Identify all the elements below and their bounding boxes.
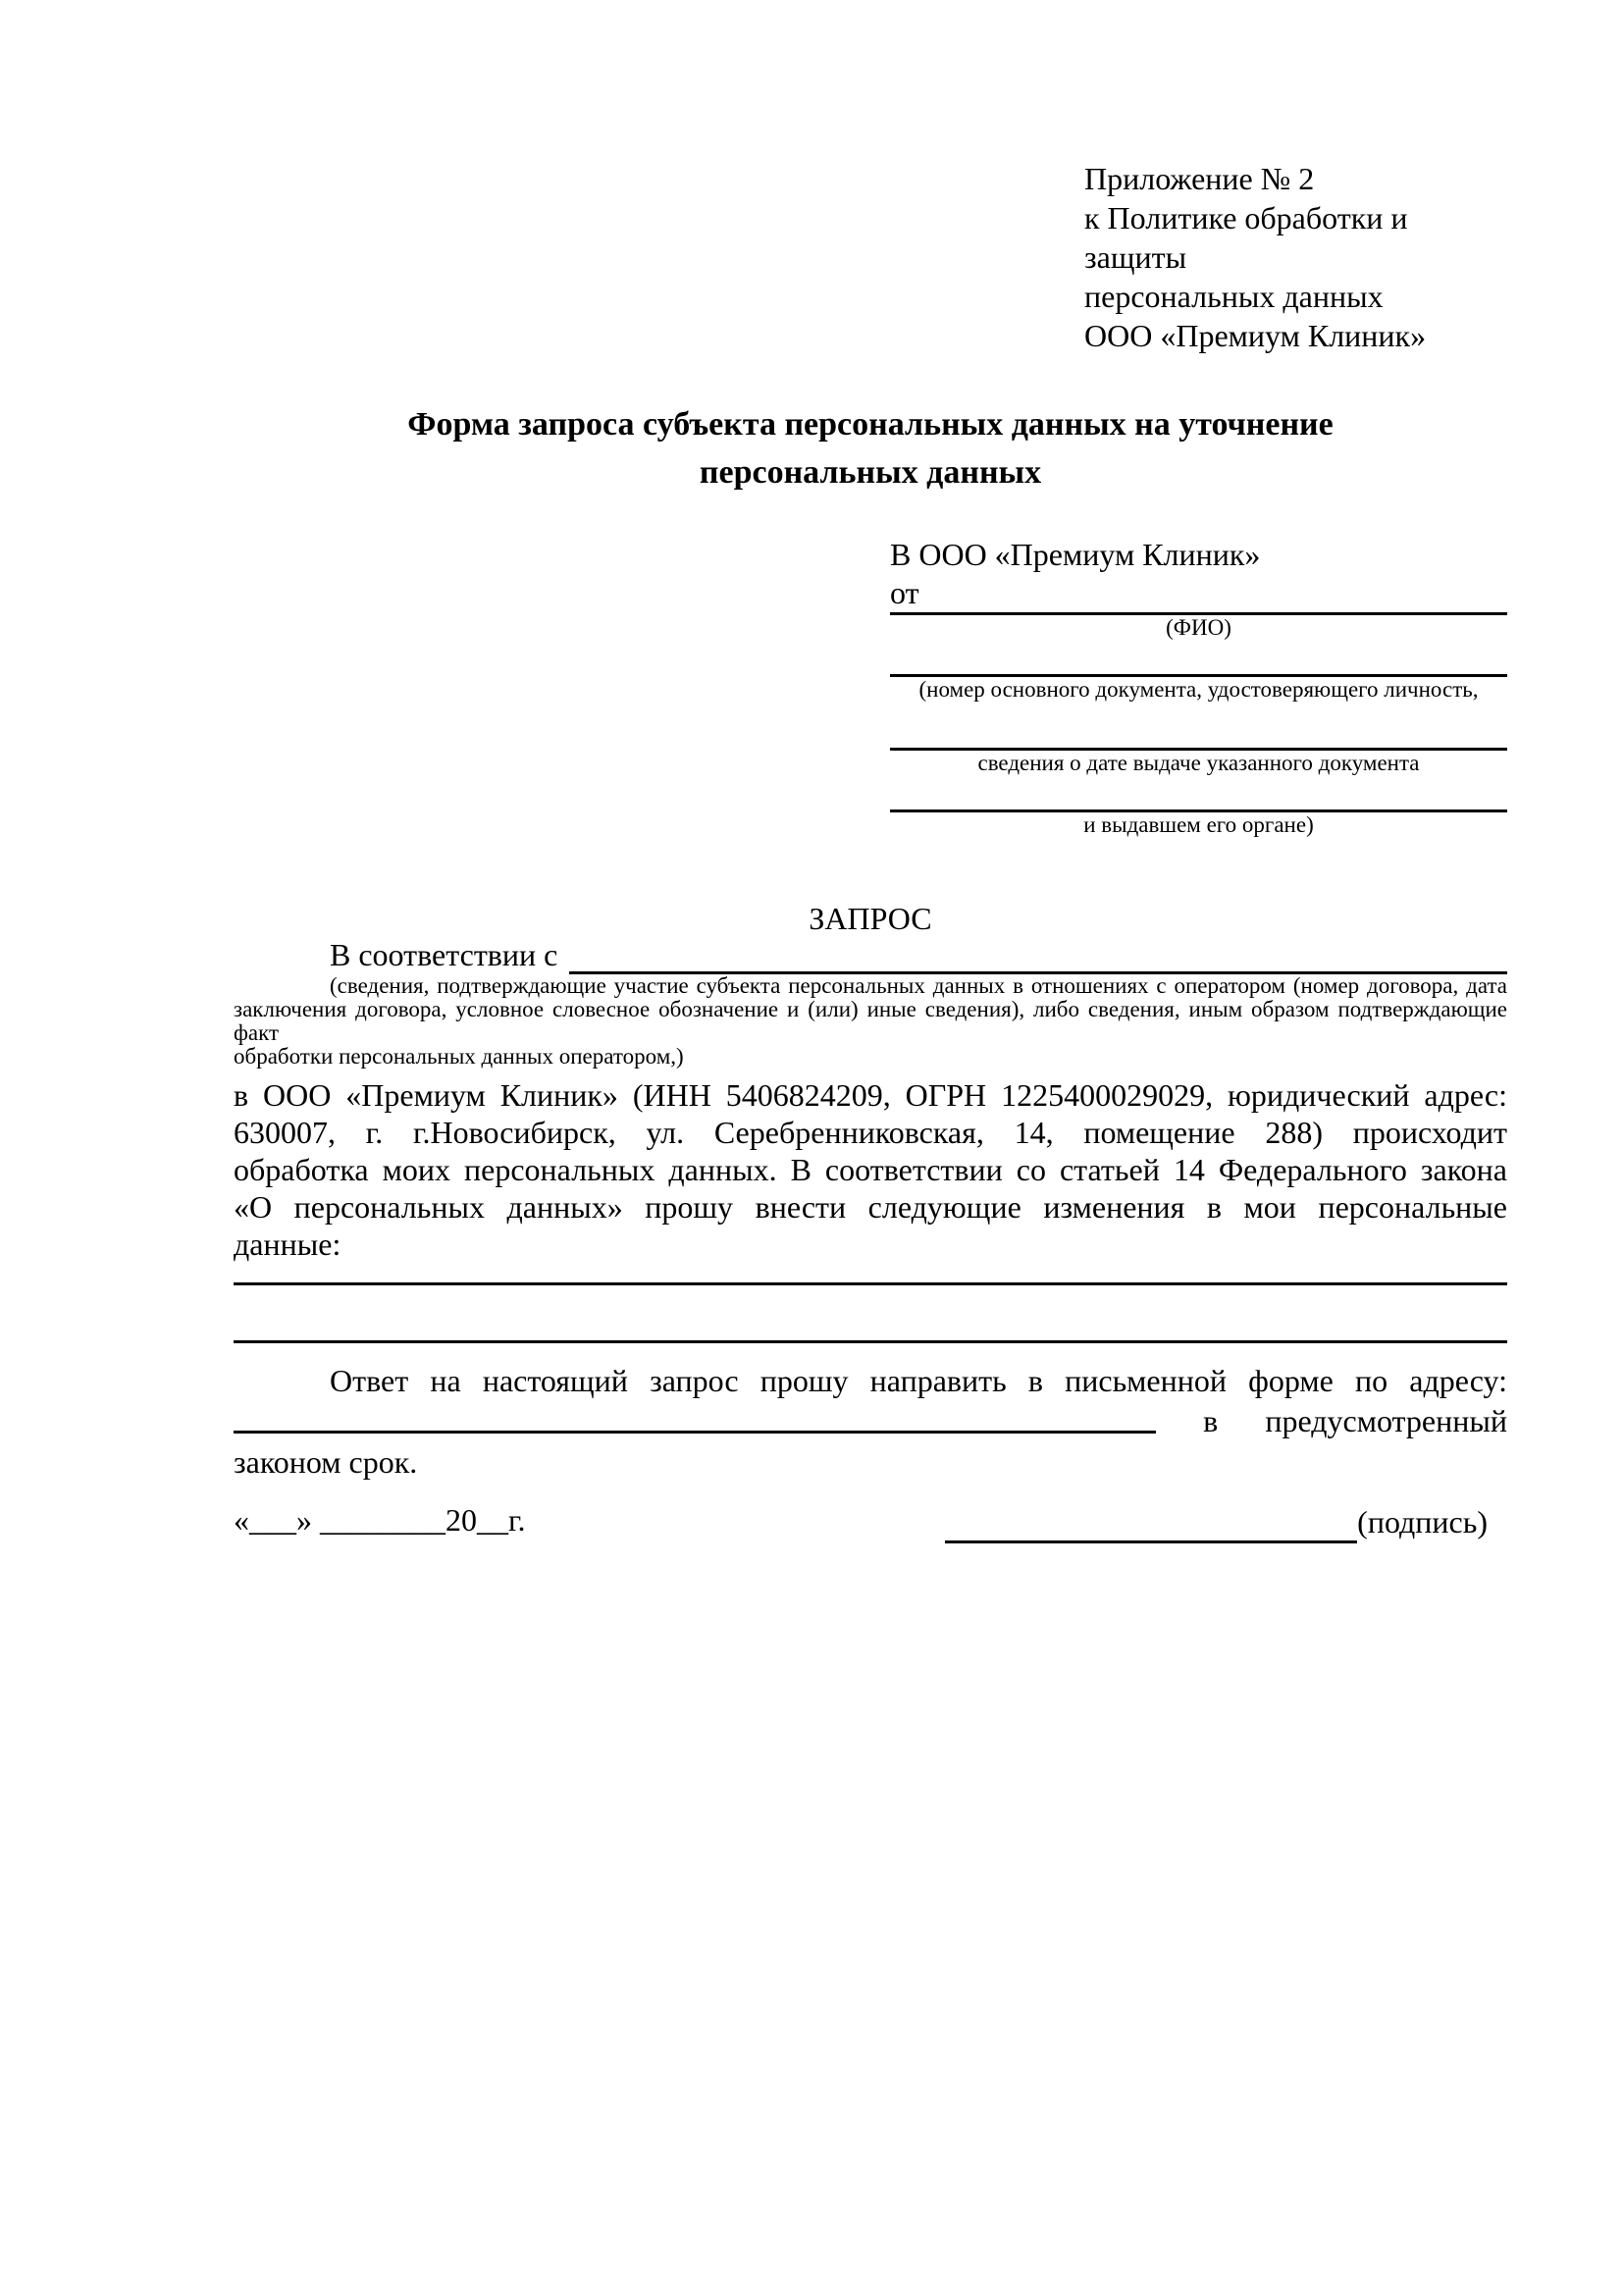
document-number-label: (номер основного документа, удостоверяющего личность,	[918, 677, 1479, 702]
reply-address-line	[234, 1400, 1507, 1441]
accordance-caption	[234, 974, 1507, 1069]
document-content	[234, 0, 1507, 1543]
reply-request-line: Ответ на настоящий запрос прошу направить в письменной форме по адресу:	[330, 1363, 1507, 1398]
accordance-intro: В соответствии с	[330, 937, 558, 972]
body-line: в ООО «Премиум Клиник» (ИНН 5406824209, ОГРН 1225400029029, юридический адрес:	[234, 1077, 1507, 1113]
reply-term-line: законом срок.	[234, 1444, 418, 1480]
document-title-line: персональных данных	[699, 454, 1042, 491]
reply-word-predusmotrenny: предусмотренный	[1265, 1403, 1507, 1438]
fio-label: (ФИО)	[1166, 615, 1231, 640]
request-body-paragraph	[234, 1076, 1507, 1263]
request-heading: ЗАПРОС	[809, 901, 932, 936]
issuing-authority-label: и выдавшем его органе)	[1083, 812, 1314, 837]
caption-line: обработки персональных данных оператором,)	[234, 1044, 684, 1069]
body-line: обработка моих персональных данных. В соответствии со статьей 14 Федерального закона	[234, 1152, 1507, 1187]
signature-label: (подпись)	[1357, 1504, 1488, 1539]
body-line: данные:	[234, 1226, 341, 1262]
signature-block	[945, 1496, 1488, 1543]
address-blank-line	[234, 1431, 1156, 1434]
date-blank-template: «___» ________20__г.	[234, 1502, 526, 1538]
issuing-authority-blank-line	[890, 776, 1507, 812]
annex-line: персональных данных	[1084, 279, 1384, 314]
annex-line: Приложение № 2	[1084, 161, 1315, 196]
issue-date-blank-line	[890, 703, 1507, 751]
document-title-line: Форма запроса субъекта персональных данных на уточнение	[407, 406, 1334, 443]
document-number-blank-line	[890, 641, 1507, 677]
addressee-block	[890, 535, 1507, 838]
body-line: 630007, г. г.Новосибирск, ул. Серебренниковская, 14, помещение 288) происходит	[234, 1115, 1507, 1150]
accordance-line	[234, 939, 1507, 974]
changes-blank-line	[234, 1263, 1507, 1285]
signature-blank-line	[945, 1504, 1357, 1543]
issue-date-label: сведения о дате выдаче указанного документа	[977, 751, 1420, 775]
caption-line: (сведения, подтверждающие участие субъекта персональных данных в отношениях с оператором (номер договора, дата	[330, 973, 1507, 998]
changes-blank-line	[234, 1285, 1507, 1343]
annex-line: к Политике обработки и защиты	[1084, 200, 1408, 275]
reply-word-v: в	[1203, 1403, 1219, 1438]
annex-reference-block	[1084, 159, 1507, 355]
caption-line: заключения договора, условное словесное обозначение и (или) иные сведения), либо сведения, иным образом подтверждающие факт	[234, 997, 1507, 1045]
annex-line: ООО «Премиум Клиник»	[1084, 318, 1427, 353]
document-title	[234, 400, 1507, 496]
body-line: «О персональных данных» прошу внести следующие изменения в мои персональные	[234, 1189, 1507, 1225]
accordance-blank-line	[569, 939, 1507, 974]
date-signature-row	[234, 1496, 1507, 1543]
addressee-to: В ООО «Премиум Клиник»	[890, 537, 1261, 572]
addressee-from: от	[890, 574, 1507, 615]
